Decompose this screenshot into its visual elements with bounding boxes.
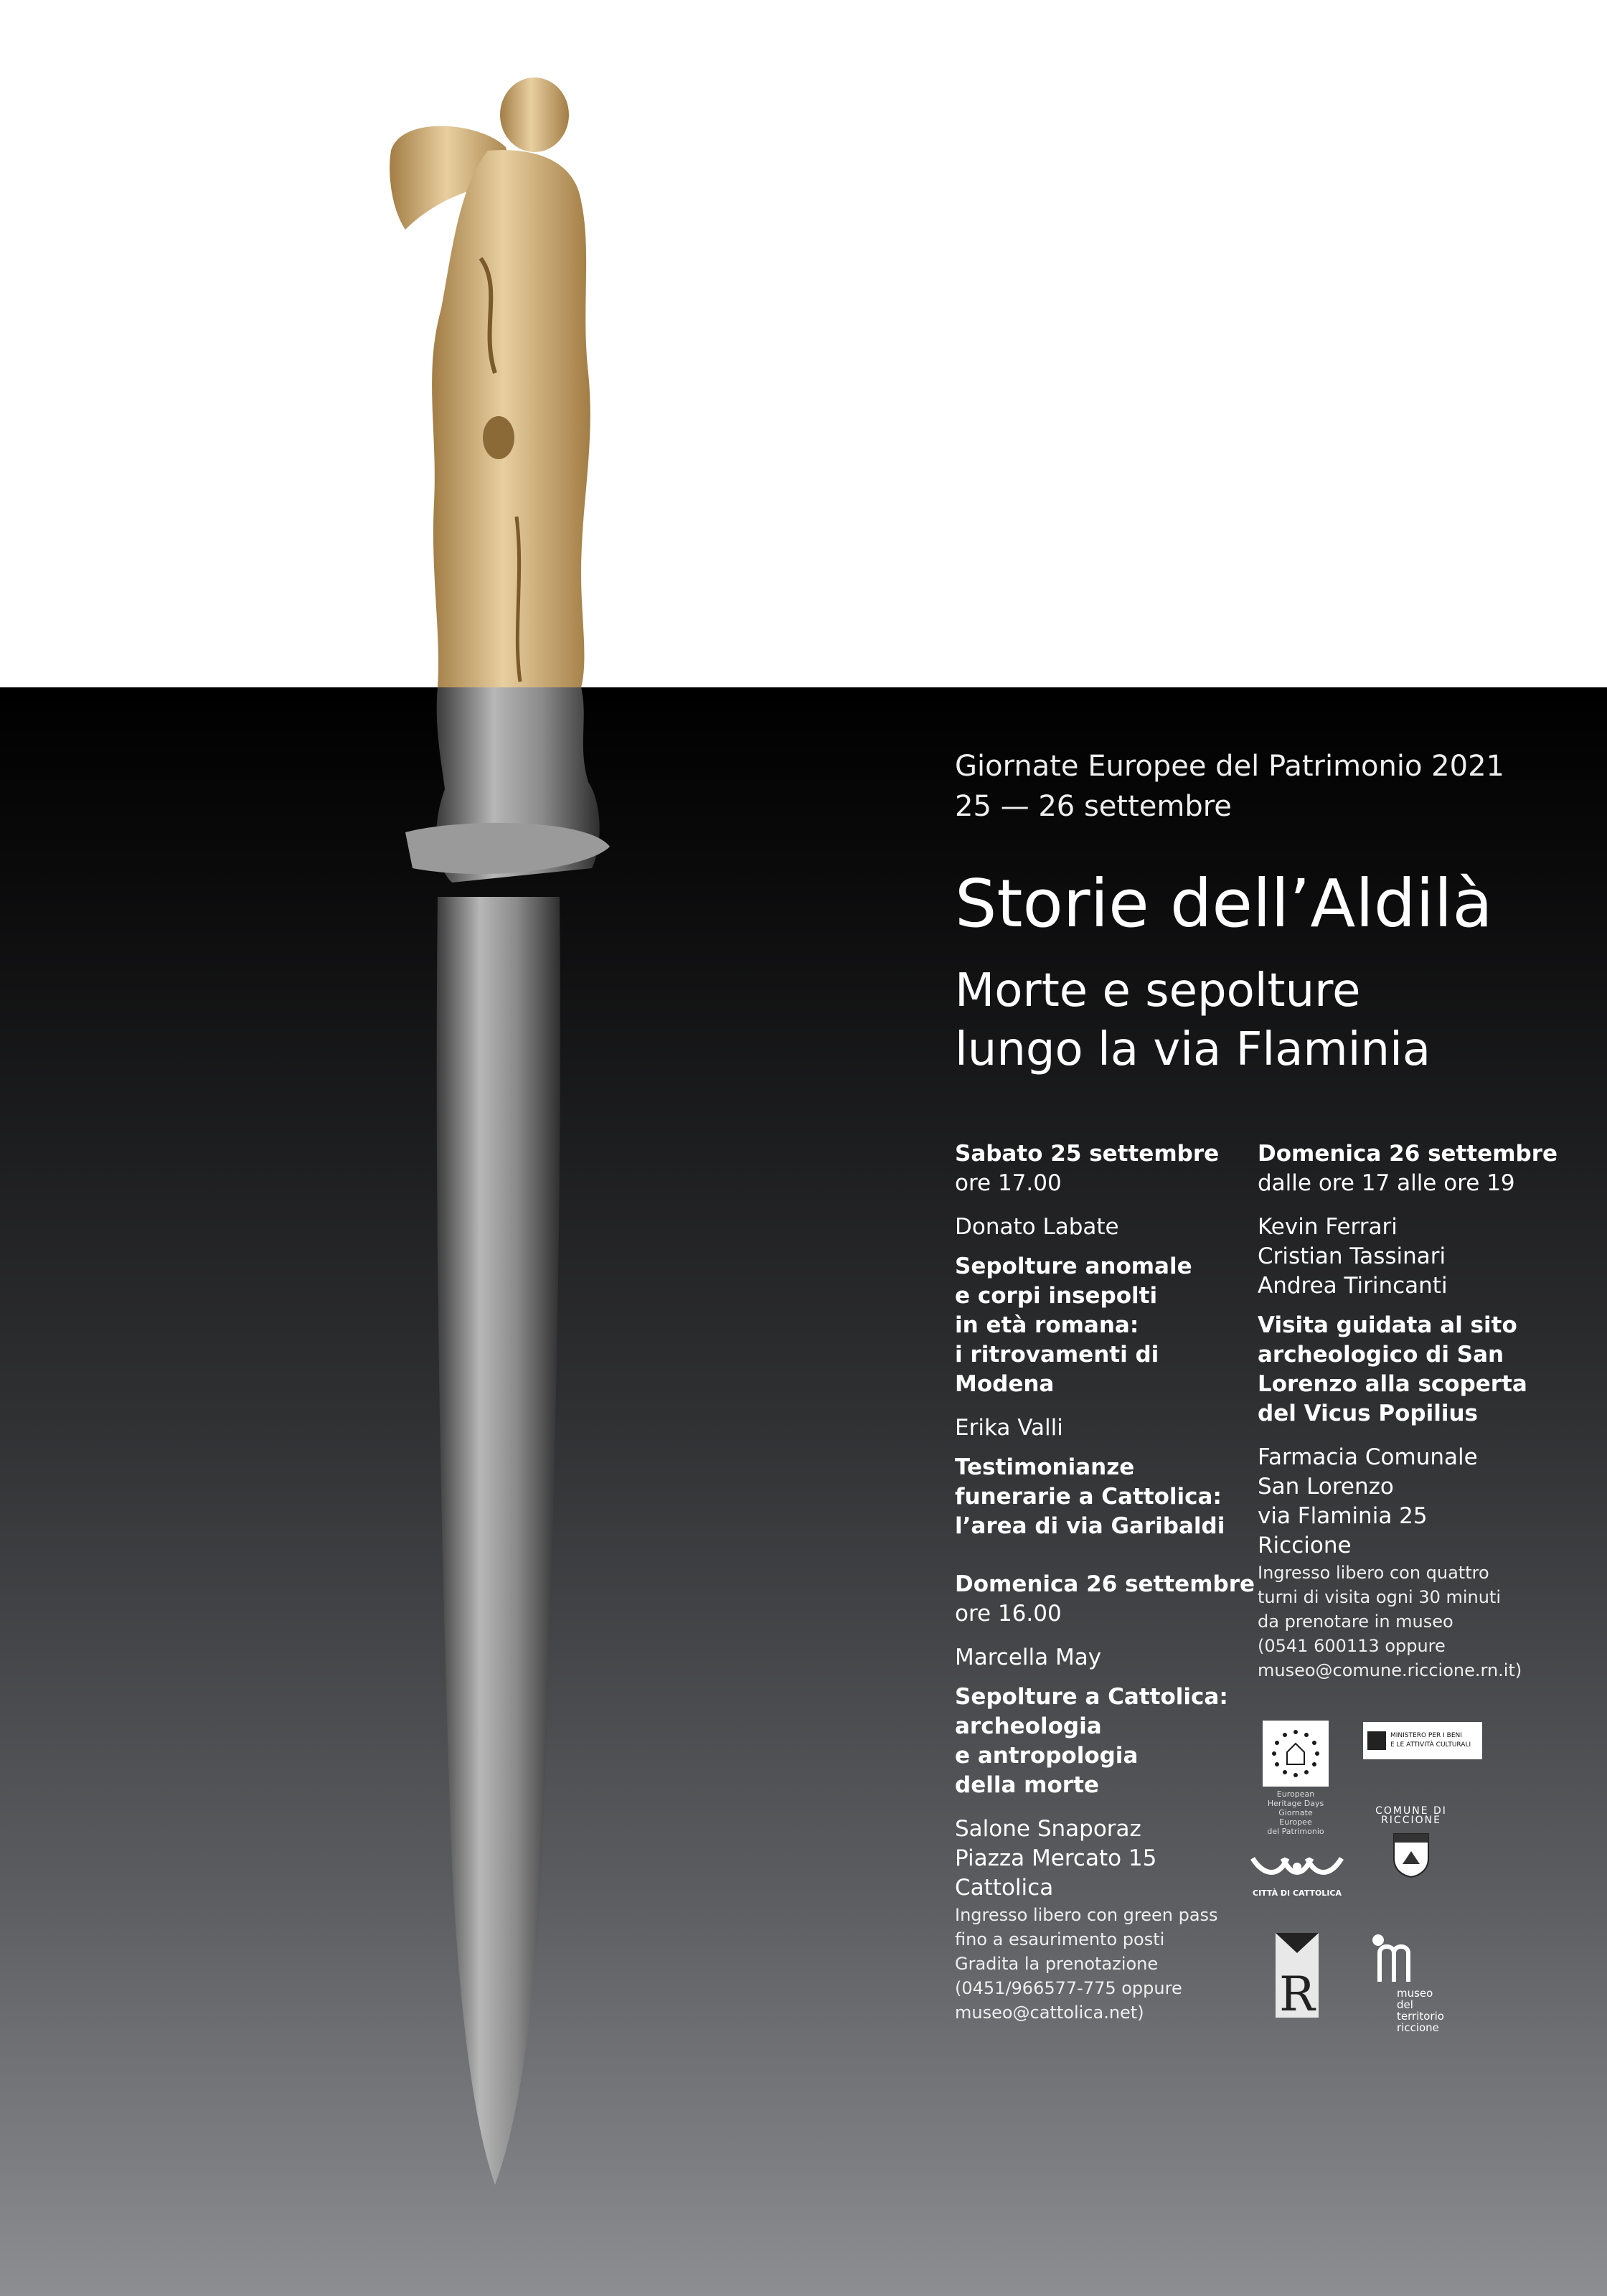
cattolica-label: CITTÀ DI CATTOLICA (1253, 1888, 1342, 1898)
note-line: museo@comune.riccione.rn.it) (1258, 1660, 1522, 1680)
cattolica-waves-icon (1248, 1845, 1346, 1886)
riccione-shield-icon (1391, 1830, 1431, 1878)
poster-subtitle (955, 961, 1431, 1079)
talk2-title-line: Testimonianze (955, 1454, 1135, 1480)
subtitle-line: Morte e sepolture (955, 964, 1361, 1017)
museo-m-icon (1367, 1932, 1460, 1985)
event-dates: 25 — 26 settembre (955, 790, 1232, 823)
right-day-time: dalle ore 17 alle ore 19 (1258, 1170, 1515, 1196)
talk1-title-line: Sepolture anomale (955, 1253, 1192, 1279)
venue-line: Piazza Mercato 15 (955, 1845, 1157, 1871)
talk2-speaker: Erika Valli (955, 1415, 1063, 1441)
event-header (955, 746, 1504, 827)
talk3-title (955, 1683, 1256, 1800)
visit-title (1258, 1311, 1559, 1429)
venue-line: San Lorenzo (1258, 1474, 1394, 1500)
day1-date: Sabato 25 settembre (955, 1141, 1220, 1167)
guide-name: Kevin Ferrari (1258, 1214, 1398, 1240)
subtitle-line: lungo la via Flaminia (955, 1023, 1431, 1076)
day2-time: ore 16.00 (955, 1601, 1062, 1627)
figurine-ivory-part (390, 77, 590, 687)
poster-title: Storie dell’Aldilà (955, 865, 1493, 942)
note-line: museo@cattolica.net) (955, 2003, 1144, 2023)
venue-line: Farmacia Comunale (1258, 1444, 1478, 1470)
museo-label: riccione (1397, 2021, 1439, 2034)
right-notes (1258, 1561, 1559, 1683)
ministero-label: E LE ATTIVITÀ CULTURALI (1390, 1741, 1471, 1749)
note-line: turni di visita ogni 30 minuti (1258, 1587, 1502, 1607)
venue-line: via Flaminia 25 (1258, 1503, 1428, 1529)
talk2-title-line: l’area di via Garibaldi (955, 1513, 1225, 1539)
talk2-title-line: funerarie a Cattolica: (955, 1484, 1222, 1510)
note-line: fino a esaurimento posti (955, 1929, 1165, 1949)
r-monogram-icon (1276, 1933, 1319, 2018)
ministero-label: MINISTERO PER I BENI (1390, 1732, 1462, 1739)
note-line: (0541 600113 oppure (1258, 1636, 1446, 1656)
ministero-emblem-icon (1367, 1731, 1386, 1750)
venue-line: Salone Snaporaz (955, 1816, 1141, 1842)
program-right-column (1258, 1139, 1559, 1683)
visit-title-line: archeologico di San (1258, 1342, 1504, 1368)
riccione-label: RICCIONE (1381, 1815, 1441, 1826)
talk3-title-line: archeologia (955, 1713, 1102, 1739)
talk1-title-line: e corpi insepolti (955, 1283, 1158, 1309)
european-heritage-days-logo (1263, 1721, 1329, 1836)
hairpin-gray-part (405, 687, 610, 2185)
talk3-title-line: della morte (955, 1772, 1099, 1798)
riccione-label: COMUNE DI (1375, 1805, 1447, 1817)
day2-date: Domenica 26 settembre (955, 1571, 1255, 1597)
day1-time: ore 17.00 (955, 1170, 1062, 1196)
talk2-title (955, 1453, 1256, 1541)
right-venue (1258, 1443, 1559, 1561)
note-line: (0451/966577-775 oppure (955, 1978, 1182, 1998)
visit-title-line: Lorenzo alla scoperta (1258, 1371, 1527, 1397)
talk3-speaker: Marcella May (955, 1645, 1102, 1670)
event-name: Giornate Europee del Patrimonio 2021 (955, 750, 1504, 783)
ehd-label: European Heritage Days (1267, 1789, 1324, 1808)
note-line: Ingresso libero con quattro (1258, 1563, 1489, 1583)
right-day-date: Domenica 26 settembre (1258, 1141, 1558, 1167)
talk1-title (955, 1252, 1256, 1399)
guides-list (1258, 1213, 1559, 1301)
museo-label: del territorio (1397, 1998, 1444, 2023)
comune-riccione-logo (1372, 1807, 1451, 1881)
program-left-column (955, 1139, 1256, 2025)
roman-hairpin-figurine-image (373, 72, 660, 2196)
venue-line: Riccione (1258, 1533, 1352, 1558)
guide-name: Cristian Tassinari (1258, 1243, 1446, 1269)
talk1-title-line: i ritrovamenti di (955, 1342, 1159, 1368)
ministero-logo (1363, 1722, 1482, 1759)
talk1-title-line: Modena (955, 1371, 1055, 1397)
visit-title-line: del Vicus Popilius (1258, 1401, 1479, 1426)
talk3-title-line: e antropologia (955, 1743, 1139, 1769)
citta-di-cattolica-logo (1248, 1845, 1346, 1898)
note-line: Ingresso libero con green pass (955, 1905, 1218, 1925)
guide-name: Andrea Tirincanti (1258, 1273, 1448, 1299)
museo-territorio-riccione-logo (1367, 1932, 1460, 2033)
ehd-label: del Patrimonio (1267, 1827, 1324, 1836)
museo-label: museo (1397, 1987, 1433, 2000)
talk3-title-line: Sepolture a Cattolica: (955, 1684, 1228, 1710)
left-venue (955, 1815, 1256, 1903)
white-top-panel (0, 0, 1607, 687)
svg-text:R: R (1279, 1967, 1315, 2018)
talk1-title-line: in età romana: (955, 1312, 1139, 1338)
visit-title-line: Visita guidata al sito (1258, 1312, 1517, 1338)
r-museum-logo (1276, 1933, 1319, 2018)
talk1-speaker: Donato Labate (955, 1214, 1119, 1240)
note-line: da prenotare in museo (1258, 1612, 1453, 1632)
ehd-star-icon (1263, 1721, 1329, 1787)
ehd-label: Giornate Europee (1278, 1808, 1313, 1827)
note-line: Gradita la prenotazione (955, 1954, 1159, 1974)
venue-line: Cattolica (955, 1875, 1054, 1901)
left-notes (955, 1903, 1256, 2025)
